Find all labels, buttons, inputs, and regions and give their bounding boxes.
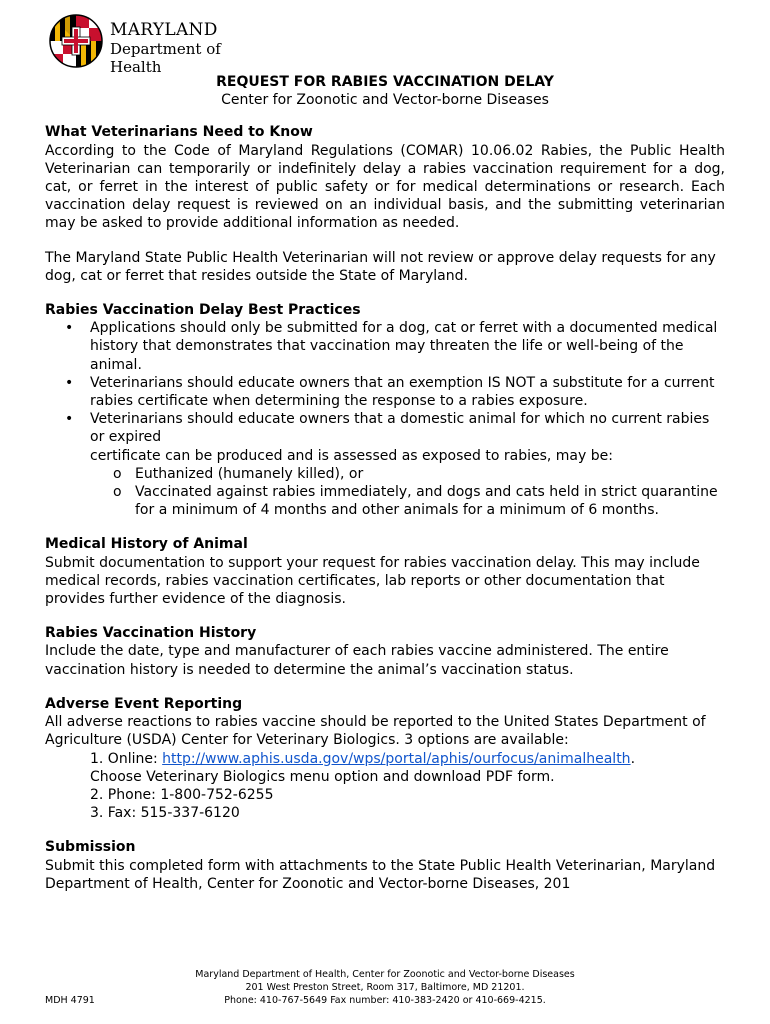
bullet-text: Applications should only be submitted for a dog, cat or ferret with a documented medical history that demonstrates that vaccination may threaten the life or well-being of the animal. <box>90 320 718 373</box>
vaccination-history-text: Include the date, type and manufacturer of each rabies vaccine administered. The entire vaccination history is needed to determine the animal’s vaccination status. <box>45 643 669 678</box>
submission-text: Submit this completed form with attachments to the State Public Health Veterinarian, Maryland Department of Health, Center for Zoonotic and Vector-borne Diseases, 201 <box>45 857 716 892</box>
sub-list-item: o Euthanized (humanely killed), or <box>90 465 725 483</box>
bullet-text: Veterinarians should educate owners that an exemption IS NOT a substitute for a current rabies certificate when determining the response to a rabies exposure. <box>90 374 715 410</box>
list-item: 1. Online: http://www.aphis.usda.gov/wps/portal/aphis/ourfocus/animalhealth. Choose Veterinary Biologics menu option and download PDF form. <box>90 750 636 785</box>
section-heading-adverse-event: Adverse Event Reporting <box>45 695 243 712</box>
footer-line: Maryland Department of Health, Center for Zoonotic and Vector-borne Diseases <box>195 969 575 980</box>
know-paragraph-2: The Maryland State Public Health Veterinarian will not review or approve delay requests for any dog, cat or ferret that resides outside the State of Maryland. <box>45 249 716 284</box>
logo-title: MARYLAND <box>110 20 218 40</box>
section-heading-medical-history: Medical History of Animal <box>45 536 248 553</box>
option-label: 1. Online: <box>90 750 163 767</box>
know-paragraph-1: According to the Code of Maryland Regulations (COMAR) 10.06.02 Rabies, the Public Health Veterinarian can temporarily or indefinitely delay a rabies vaccination requirement for a dog, cat, or ferret in the interest of public safety or for medical determinations or research. Each vaccination delay request is reviewed on an individual basis, and the submitting veterinarian may be asked to provide additional information as needed. <box>45 142 725 232</box>
adverse-event-text: All adverse reactions to rabies vaccine should be reported to the United States Department of Agriculture (USDA) Center for Veterinary Biologics. 3 options are available: <box>45 714 706 749</box>
list-item: 2. Phone: 1-800-752-6255 <box>90 786 274 803</box>
document-subtitle: Center for Zoonotic and Vector-borne Diseases <box>221 92 549 109</box>
logo-subtitle: Department of Health <box>110 40 221 76</box>
section-heading-vaccination-history: Rabies Vaccination History <box>45 625 257 642</box>
list-item <box>45 374 725 410</box>
list-item <box>45 319 725 374</box>
sub-list-item: o Vaccinated against rabies immediately, and dogs and cats held in strict quarantine for a minimum of 4 months and other animals for a minimum of 6 months. <box>90 483 725 519</box>
medical-history-text: Submit documentation to support your request for rabies vaccination delay. This may include medical records, rabies vaccination certificates, lab reports or other documentation that provides further evidence of the diagnosis. <box>45 554 700 608</box>
document-body <box>45 72 725 893</box>
footer-line: 201 West Preston Street, Room 317, Baltimore, MD 21201. <box>245 982 525 993</box>
best-practices-list <box>45 319 725 519</box>
aphis-link[interactable]: http://www.aphis.usda.gov/wps/portal/aphis/ourfocus/animalhealth <box>162 750 631 767</box>
bullet-text-continued: certificate can be produced and is assessed as exposed to rabies, may be: <box>90 447 613 464</box>
maryland-flag-seal-icon <box>47 12 105 70</box>
reporting-options-list <box>45 750 725 823</box>
mdh-logo <box>47 12 267 76</box>
list-item <box>45 410 725 519</box>
section-heading-know: What Veterinarians Need to Know <box>45 124 313 141</box>
bullet-text: • Veterinarians should educate owners that a domestic animal for which no current rabies or expired <box>90 411 710 446</box>
section-heading-best-practices: Rabies Vaccination Delay Best Practices <box>45 302 361 319</box>
document-title: REQUEST FOR RABIES VACCINATION DELAY <box>216 74 554 90</box>
option-instructions: Choose Veterinary Biologics menu option and download PDF form. <box>90 768 555 785</box>
section-heading-submission: Submission <box>45 839 136 856</box>
sub-list <box>90 465 725 520</box>
form-number: MDH 4791 <box>45 995 95 1006</box>
page-footer <box>0 968 770 1007</box>
list-item: 3. Fax: 515-337-6120 <box>90 805 240 822</box>
footer-line: Phone: 410-767-5649 Fax number: 410-383-2420 or 410-669-4215. <box>224 995 546 1006</box>
